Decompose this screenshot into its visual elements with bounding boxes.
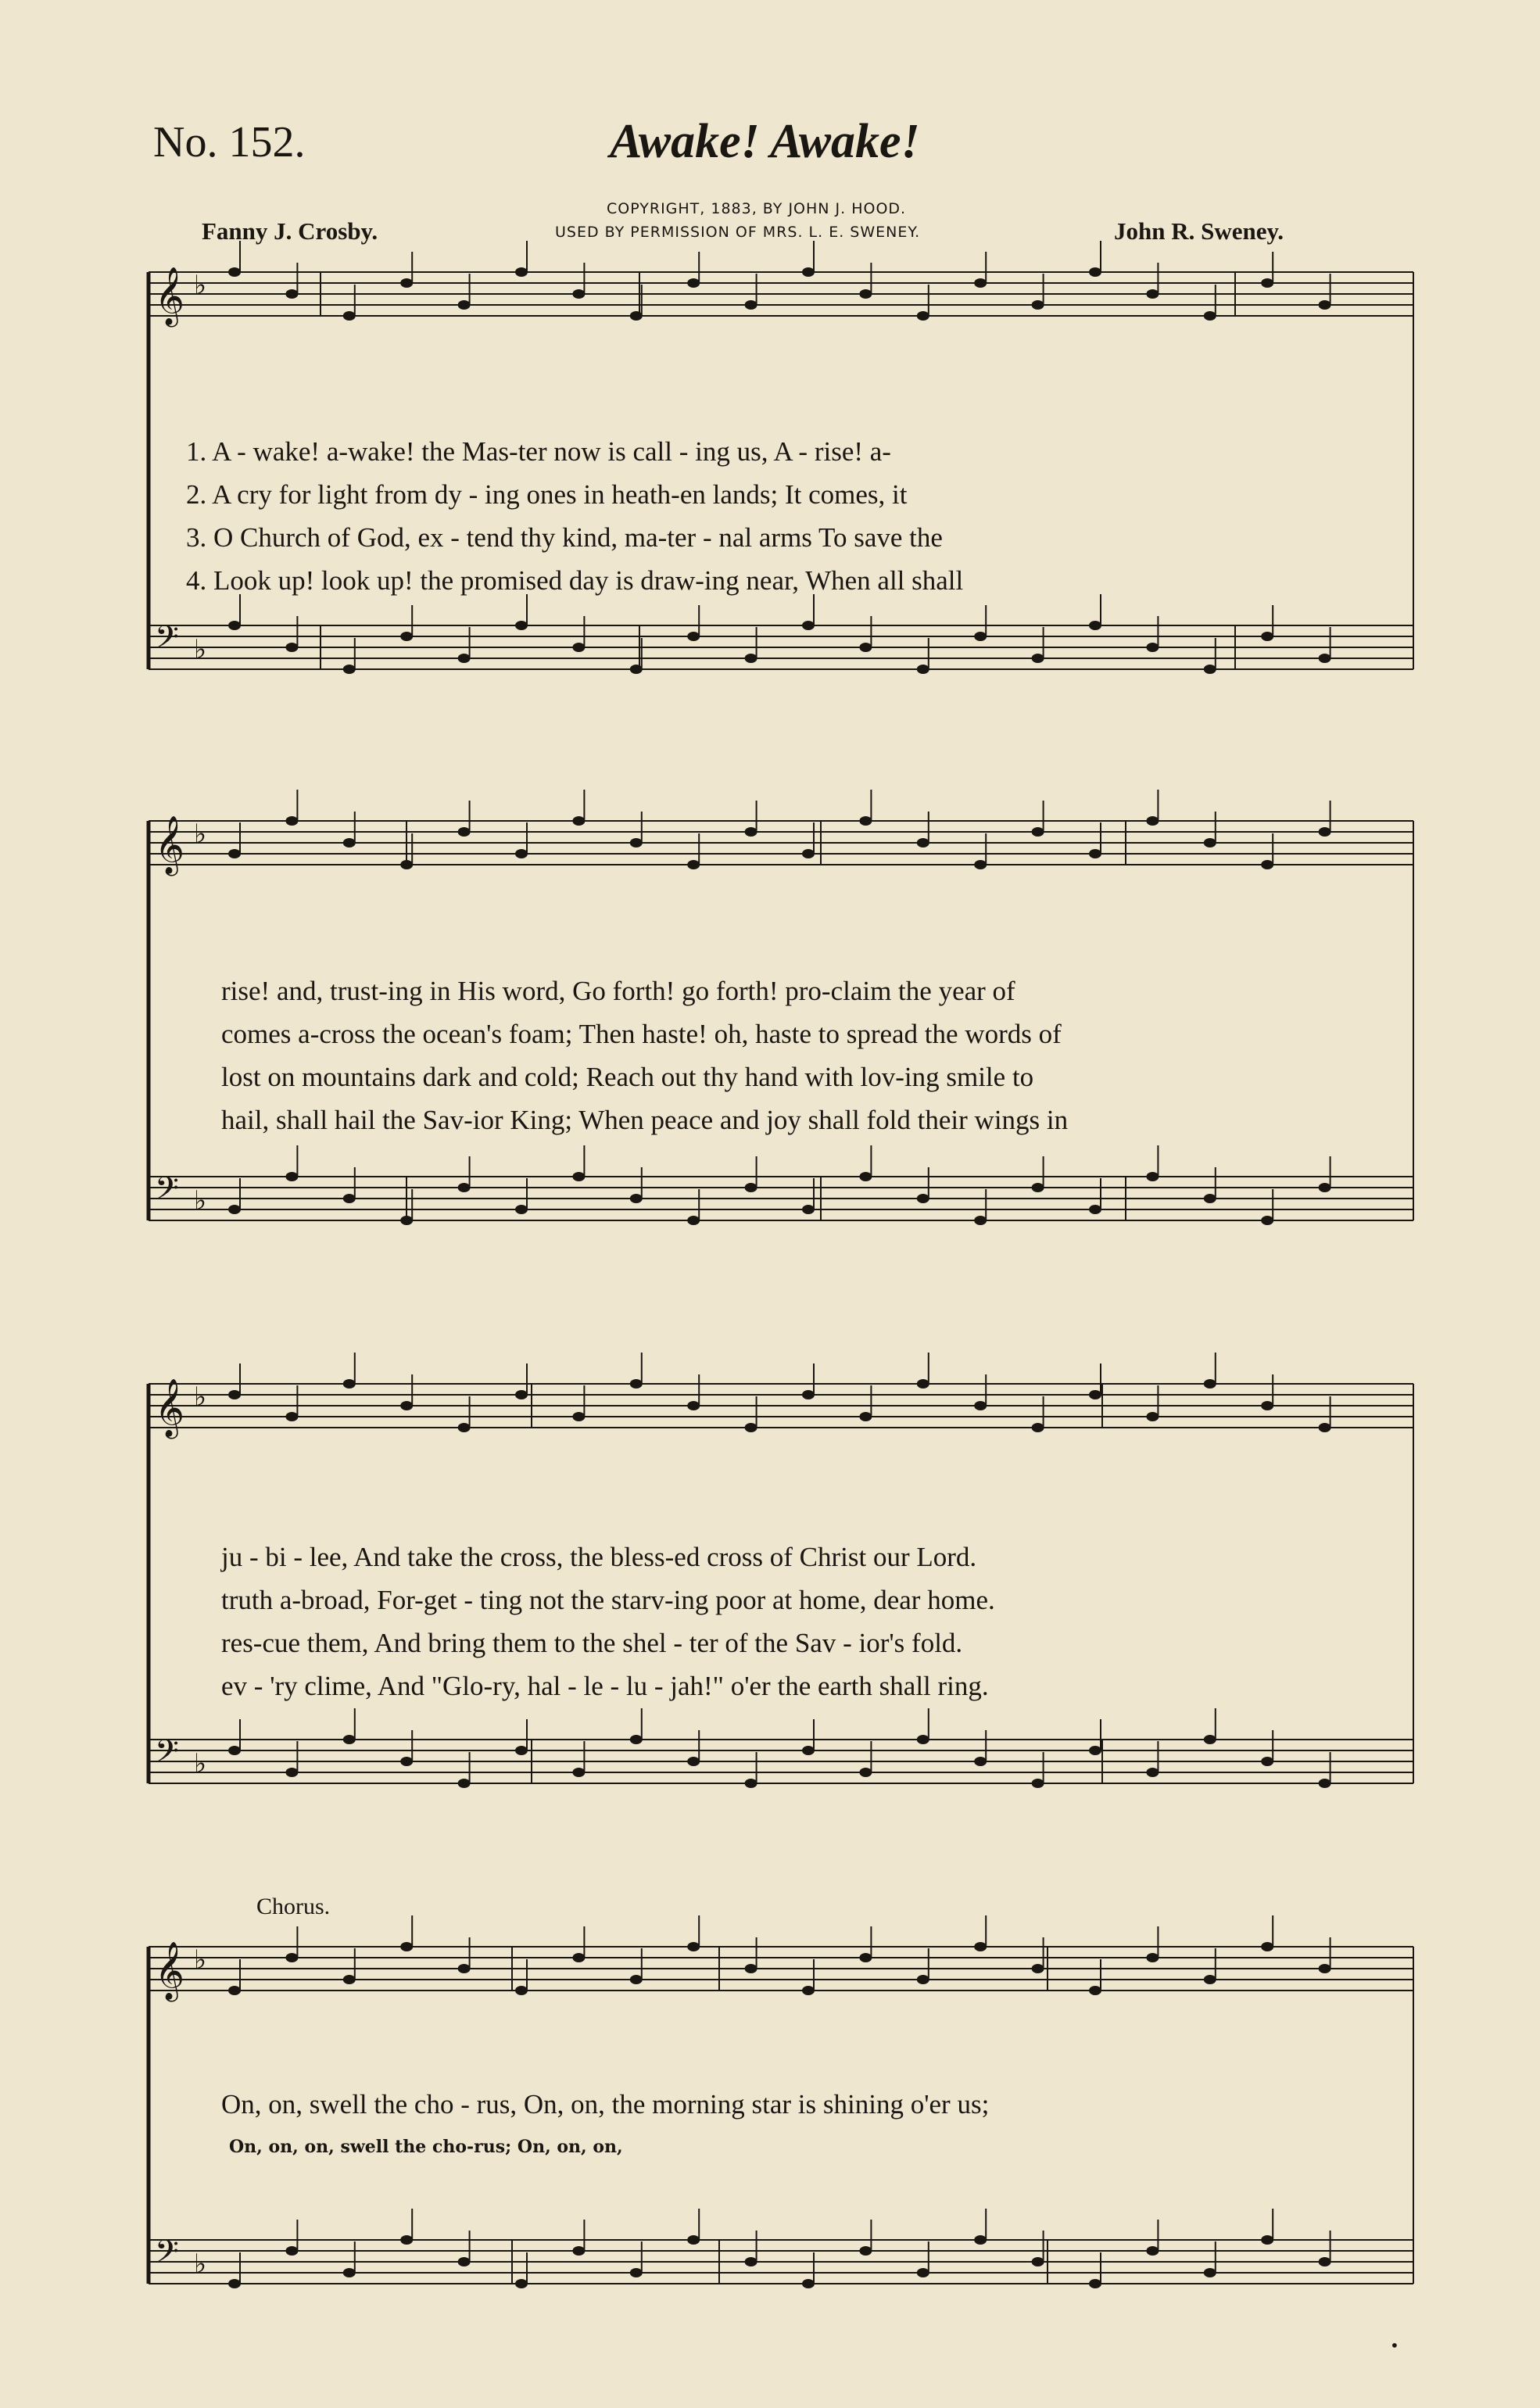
copyright-line-1: COPYRIGHT, 1883, BY JOHN J. HOOD. <box>607 200 907 217</box>
notehead <box>228 621 241 630</box>
notehead <box>859 1953 872 1962</box>
notehead <box>458 1964 471 1973</box>
notehead <box>1319 1423 1331 1432</box>
notehead <box>1319 1779 1331 1788</box>
notehead <box>1261 1942 1273 1951</box>
notehead <box>1261 1216 1273 1225</box>
notehead <box>285 1172 298 1181</box>
lyric-s2-v1: rise! and, trust-ing in His word, Go forth! go forth! pro-claim the year of <box>221 976 1015 1006</box>
notehead <box>630 1975 643 1984</box>
notehead <box>802 267 815 277</box>
notehead <box>687 1757 700 1766</box>
notehead <box>1089 621 1101 630</box>
notehead <box>630 665 643 674</box>
notehead <box>343 838 356 847</box>
notehead <box>1261 860 1273 869</box>
notehead <box>1146 816 1159 826</box>
notehead <box>745 654 757 663</box>
notehead <box>745 1423 757 1432</box>
notehead <box>228 1390 241 1399</box>
bass-clef: 𝄢 <box>155 619 179 663</box>
notehead <box>859 1412 872 1421</box>
flat-sign: ♭ <box>194 634 207 665</box>
notehead <box>572 2246 585 2256</box>
lyric-s3-v2: truth a-broad, For-get - ting not the starv-ing poor at home, dear home. <box>221 1585 995 1615</box>
lyric-s3-v3: res-cue them, And bring them to the shel - ter of the Sav - ior's fold. <box>221 1628 963 1658</box>
notehead <box>745 827 757 837</box>
notehead <box>1089 1390 1101 1399</box>
notehead <box>400 860 413 869</box>
notehead <box>1204 1735 1216 1744</box>
notehead <box>515 1986 528 1995</box>
notehead <box>572 1953 585 1962</box>
notehead <box>859 643 872 652</box>
notehead <box>802 849 815 858</box>
notehead <box>859 1768 872 1777</box>
notehead <box>458 1423 471 1432</box>
notehead <box>859 1172 872 1181</box>
notehead <box>974 860 987 869</box>
notehead <box>745 1964 757 1973</box>
notehead <box>687 278 700 288</box>
notehead <box>1204 311 1216 321</box>
notehead <box>802 2279 815 2288</box>
notehead <box>400 1401 413 1410</box>
notehead <box>630 838 643 847</box>
flat-sign: ♭ <box>194 1944 207 1976</box>
notehead <box>228 267 241 277</box>
notehead <box>285 289 298 299</box>
notehead <box>400 2235 413 2245</box>
notehead <box>1089 1986 1101 1995</box>
notehead <box>917 1975 929 1984</box>
lyric-s2-v2: comes a-cross the ocean's foam; Then haste! oh, haste to spread the words of <box>221 1019 1062 1049</box>
notehead <box>974 632 987 641</box>
notehead <box>515 2279 528 2288</box>
notehead <box>687 632 700 641</box>
notehead <box>1319 2257 1331 2266</box>
treble-clef: 𝄞 <box>155 1379 184 1437</box>
notehead <box>285 2246 298 2256</box>
notehead <box>859 816 872 826</box>
notehead <box>802 1746 815 1755</box>
flat-sign: ♭ <box>194 819 207 850</box>
lyric-s1-v1: 1. A - wake! a-wake! the Mas-ter now is call - ing us, A - rise! a- <box>186 436 891 467</box>
notehead <box>343 1379 356 1389</box>
bass-clef: 𝄢 <box>155 1733 179 1777</box>
notehead <box>745 1779 757 1788</box>
notehead <box>859 2246 872 2256</box>
lyric-chorus: On, on, swell the cho - rus, On, on, the morning star is shining o'er us; <box>221 2089 990 2120</box>
notehead <box>687 1401 700 1410</box>
notehead <box>687 1942 700 1951</box>
notehead <box>917 1379 929 1389</box>
notehead <box>1204 2268 1216 2277</box>
notehead <box>1146 1412 1159 1421</box>
notehead <box>458 654 471 663</box>
notehead <box>228 1986 241 1995</box>
notehead <box>572 643 585 652</box>
notehead <box>974 1942 987 1951</box>
notehead <box>1032 654 1044 663</box>
notehead <box>1204 1194 1216 1203</box>
notehead <box>802 1390 815 1399</box>
lyric-s2-v3: lost on mountains dark and cold; Reach out thy hand with lov-ing smile to <box>221 1062 1034 1092</box>
notehead <box>400 278 413 288</box>
notehead <box>1204 1379 1216 1389</box>
notehead <box>1204 1975 1216 1984</box>
notehead <box>1146 2246 1159 2256</box>
notehead <box>1261 2235 1273 2245</box>
treble-clef: 𝄞 <box>155 267 184 325</box>
notehead <box>1319 1964 1331 1973</box>
lyric-s1-v4: 4. Look up! look up! the promised day is draw-ing near, When all shall <box>186 565 964 596</box>
notehead <box>917 2268 929 2277</box>
notehead <box>630 1194 643 1203</box>
flat-sign: ♭ <box>194 1381 207 1413</box>
lyric-chorus-bass: On, on, on, swell the cho-rus; On, on, on, <box>229 2137 623 2157</box>
notehead <box>400 632 413 641</box>
notehead <box>572 1768 585 1777</box>
notehead <box>285 1768 298 1777</box>
lyricist: Fanny J. Crosby. <box>202 217 378 245</box>
notehead <box>285 1412 298 1421</box>
notehead <box>1032 827 1044 837</box>
notehead <box>572 1172 585 1181</box>
flat-sign: ♭ <box>194 2249 207 2280</box>
notehead <box>343 1194 356 1203</box>
notehead <box>1319 827 1331 837</box>
notehead <box>515 1746 528 1755</box>
notehead <box>630 311 643 321</box>
notehead <box>1146 1172 1159 1181</box>
notehead <box>1089 2279 1101 2288</box>
notehead <box>228 1746 241 1755</box>
notehead <box>974 2235 987 2245</box>
notehead <box>1204 665 1216 674</box>
notehead <box>458 827 471 837</box>
notehead <box>630 2268 643 2277</box>
notehead <box>285 643 298 652</box>
notehead <box>400 1942 413 1951</box>
notehead <box>687 860 700 869</box>
notehead <box>974 278 987 288</box>
notehead <box>228 1205 241 1214</box>
notehead <box>1032 1964 1044 1973</box>
notehead <box>1146 1768 1159 1777</box>
lyric-s1-v3: 3. O Church of God, ex - tend thy kind, ma-ter - nal arms To save the <box>186 522 943 553</box>
hymn-title: Awake! Awake! <box>610 115 920 168</box>
notehead <box>1146 1953 1159 1962</box>
notehead <box>1319 654 1331 663</box>
notehead <box>630 1379 643 1389</box>
notehead <box>458 300 471 310</box>
notehead <box>458 1183 471 1192</box>
lyric-s3-v4: ev - 'ry clime, And "Glo-ry, hal - le - lu - jah!" o'er the earth shall ring. <box>221 1671 989 1701</box>
notehead <box>572 816 585 826</box>
notehead <box>802 1205 815 1214</box>
notehead <box>802 1986 815 1995</box>
notehead <box>917 1194 929 1203</box>
notehead <box>630 1735 643 1744</box>
notehead <box>285 1953 298 1962</box>
notehead <box>974 1216 987 1225</box>
notehead <box>1261 632 1273 641</box>
notehead <box>687 2235 700 2245</box>
notehead <box>1204 838 1216 847</box>
notehead <box>515 1205 528 1214</box>
notehead <box>917 311 929 321</box>
flat-sign: ♭ <box>194 270 207 301</box>
notehead <box>458 2257 471 2266</box>
notehead <box>745 300 757 310</box>
notehead <box>572 289 585 299</box>
notehead <box>917 838 929 847</box>
notehead <box>745 1183 757 1192</box>
notehead <box>917 1735 929 1744</box>
notehead <box>1032 1183 1044 1192</box>
notehead <box>400 1757 413 1766</box>
lyric-s1-v2: 2. A cry for light from dy - ing ones in heath-en lands; It comes, it <box>186 479 908 510</box>
notehead <box>515 621 528 630</box>
notehead <box>515 1390 528 1399</box>
notehead <box>1146 289 1159 299</box>
notehead <box>1032 1423 1044 1432</box>
bass-clef: 𝄢 <box>155 2234 179 2277</box>
notehead <box>228 2279 241 2288</box>
notehead <box>1032 1779 1044 1788</box>
notehead <box>1089 1205 1101 1214</box>
page-speck: • <box>1390 2336 1399 2355</box>
notehead <box>228 849 241 858</box>
notehead <box>343 1735 356 1744</box>
lyric-s2-v4: hail, shall hail the Sav-ior King; When peace and joy shall fold their wings in <box>221 1105 1069 1135</box>
notehead <box>917 665 929 674</box>
lyric-s3-v1: ju - bi - lee, And take the cross, the bless-ed cross of Christ our Lord. <box>221 1542 977 1572</box>
chorus-label: Chorus. <box>256 1894 331 1919</box>
notehead <box>1261 1757 1273 1766</box>
notehead <box>343 2268 356 2277</box>
notehead <box>1032 2257 1044 2266</box>
notehead <box>343 311 356 321</box>
notehead <box>343 665 356 674</box>
notehead <box>572 1412 585 1421</box>
notehead <box>745 2257 757 2266</box>
notehead <box>1146 643 1159 652</box>
notehead <box>1032 300 1044 310</box>
notehead <box>1089 267 1101 277</box>
notehead <box>400 1216 413 1225</box>
notehead <box>285 816 298 826</box>
flat-sign: ♭ <box>194 1185 207 1217</box>
notehead <box>687 1216 700 1225</box>
composer: John R. Sweney. <box>1114 217 1284 245</box>
notehead <box>343 1975 356 1984</box>
notehead <box>974 1401 987 1410</box>
notehead <box>974 1757 987 1766</box>
notehead <box>515 267 528 277</box>
flat-sign: ♭ <box>194 1748 207 1779</box>
hymn-number: No. 152. <box>153 118 306 167</box>
notehead <box>1261 278 1273 288</box>
notehead <box>859 289 872 299</box>
notehead <box>1261 1401 1273 1410</box>
treble-clef: 𝄞 <box>155 816 184 874</box>
notehead <box>1319 300 1331 310</box>
notehead <box>802 621 815 630</box>
treble-clef: 𝄞 <box>155 1942 184 2000</box>
notehead <box>1089 849 1101 858</box>
notehead <box>1319 1183 1331 1192</box>
notehead <box>515 849 528 858</box>
bass-clef: 𝄢 <box>155 1170 179 1214</box>
copyright-line-2: USED BY PERMISSION OF MRS. L. E. SWENEY. <box>555 224 921 241</box>
notehead <box>1089 1746 1101 1755</box>
notehead <box>458 1779 471 1788</box>
